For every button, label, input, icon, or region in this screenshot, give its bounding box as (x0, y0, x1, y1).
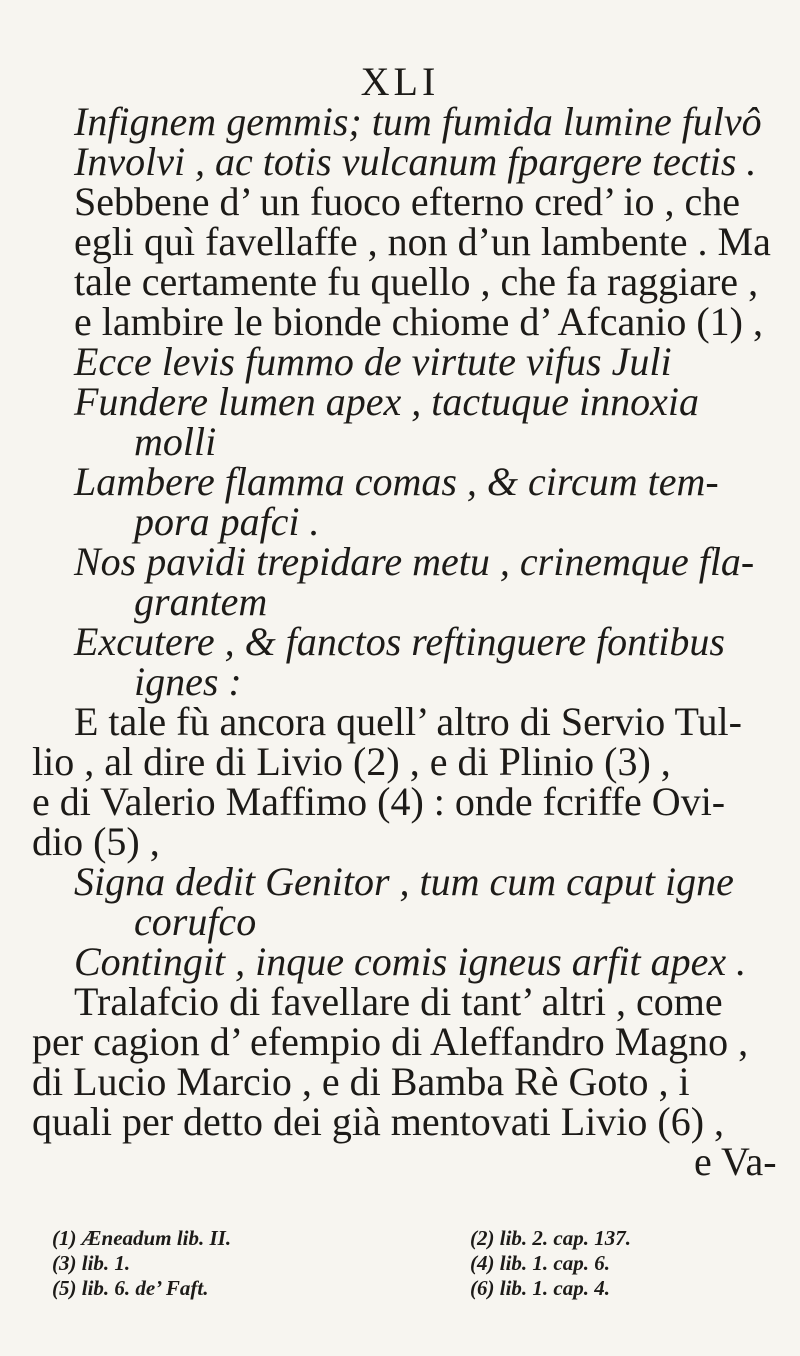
text-line: corufco (134, 899, 257, 944)
text-line: Lambere flamma comas , & circum tem- (74, 459, 719, 504)
text-line: Excutere , & fanctos reftinguere fontibus (74, 619, 725, 664)
text-line: per cagion d’ efempio di Aleffandro Magno , (32, 1019, 749, 1064)
text-line: pora pafci . (134, 499, 320, 544)
text-line: egli quì favellaffe , non d’un lambente . Ma (74, 219, 771, 264)
text-line: dio (5) , (32, 819, 160, 864)
footnote: (6) lib. 1. cap. 4. (470, 1276, 610, 1300)
footnote: (5) lib. 6. de’ Faft. (52, 1276, 209, 1300)
text-line: Tralafcio di favellare di tant’ altri , come (74, 979, 723, 1024)
catchword: e Va- (694, 1139, 777, 1184)
text-line: e di Valerio Maffimo (4) : onde fcriffe Ovi- (32, 779, 726, 824)
text-line: Involvi , ac totis vulcanum fpargere tectis . (74, 139, 757, 184)
footnote: (1) Æneadum lib. II. (52, 1226, 232, 1250)
text-line: ignes : (134, 659, 242, 704)
footnote: (3) lib. 1. (52, 1251, 131, 1275)
text-line: Contingit , inque comis igneus arfit apex . (74, 939, 747, 984)
text-line: Signa dedit Genitor , tum cum caput igne (74, 859, 734, 904)
text-line: molli (134, 419, 217, 464)
text-line: tale certamente fu quello , che fa raggiare , (74, 259, 759, 304)
text-line: Ecce levis fummo de virtute vifus Juli (74, 339, 672, 384)
footnote: (4) lib. 1. cap. 6. (470, 1251, 610, 1275)
page-number: XLI (360, 59, 440, 104)
text-line: quali per detto dei già mentovati Livio (6) , (32, 1099, 725, 1144)
text-line: Infignem gemmis; tum fumida lumine fulvô (74, 99, 762, 144)
text-line: E tale fù ancora quell’ altro di Servio Tul- (74, 699, 742, 744)
text-line: Sebbene d’ un fuoco efterno cred’ io , che (74, 179, 740, 224)
text-line: lio , al dire di Livio (2) , e di Plinio (3) , (32, 739, 671, 784)
text-line: di Lucio Marcio , e di Bamba Rè Goto , i (32, 1059, 690, 1104)
text-line: grantem (134, 579, 268, 624)
text-line: Nos pavidi trepidare metu , crinemque fla- (74, 539, 755, 584)
text-line: Fundere lumen apex , tactuque innoxia (74, 379, 699, 424)
footnote: (2) lib. 2. cap. 137. (470, 1226, 631, 1250)
text-line: e lambire le bionde chiome d’ Afcanio (1) , (74, 299, 764, 344)
